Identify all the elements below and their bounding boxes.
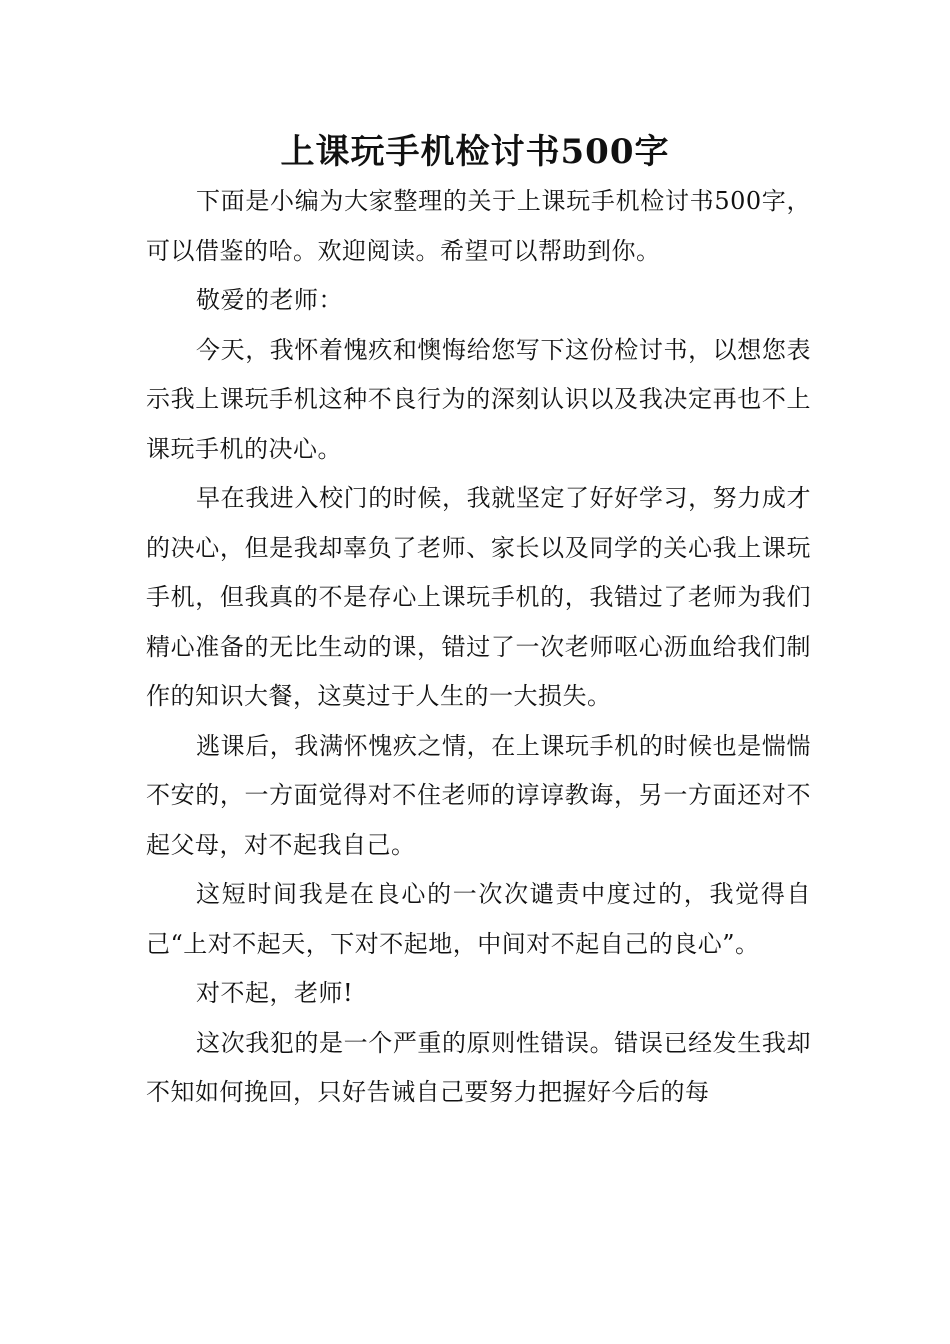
body-paragraph: 今天，我怀着愧疚和懊悔给您写下这份检讨书，以想您表示我上课玩手机这种不良行为的深刻认识以及我决定再也不上课玩手机的决心。	[146, 335, 811, 463]
body-paragraph: 逃课后，我满怀愧疚之情，在上课玩手机的时候也是惴惴不安的，一方面觉得对不住老师的谆谆教诲，另一方面还对不起父母，对不起我自己。	[146, 731, 811, 859]
body-paragraph: 这次我犯的是一个严重的原则性错误。错误已经发生我却不知如何挽回，只好告诫自己要努力把握好今后的每	[146, 1028, 811, 1106]
apology-line: 对不起，老师!	[196, 979, 354, 1007]
salutation: 敬爱的老师：	[196, 286, 343, 314]
document-body	[146, 177, 811, 1118]
body-paragraph: 早在我进入校门的时候，我就坚定了好好学习，努力成才的决心，但是我却辜负了老师、家长以及同学的关心我上课玩手机，但我真的不是存心上课玩手机的，我错过了老师为我们精心准备的无比生动的课，错过了一次老师呕心沥血给我们制作的知识大餐，这莫过于人生的一大损失。	[146, 484, 811, 710]
body-paragraph: 这短时间我是在良心的一次次谴责中度过的，我觉得自己“上对不起天，下对不起地，中间对不起自己的良心”。	[146, 880, 811, 958]
document-title: 上课玩手机检讨书500字	[280, 132, 670, 172]
intro-paragraph: 下面是小编为大家整理的关于上课玩手机检讨书500字，可以借鉴的哈。欢迎阅读。希望可以帮助到你。	[146, 187, 811, 265]
